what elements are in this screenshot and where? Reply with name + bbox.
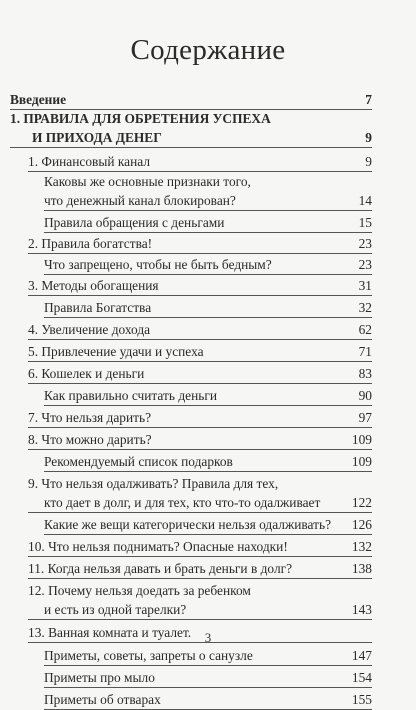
toc-entry-title: Что запрещено, чтобы не быть бедным? xyxy=(44,257,272,272)
toc-entry-underline xyxy=(28,512,372,513)
toc-entry-underline xyxy=(28,295,372,296)
toc-entry-underline xyxy=(28,339,372,340)
toc-entry-page: 14 xyxy=(358,193,372,208)
toc-entry-page: 71 xyxy=(358,344,372,359)
page-title: Содержание xyxy=(130,34,286,66)
toc-entry-underline xyxy=(28,253,372,254)
toc-entry-title: 2. Правила богатства! xyxy=(28,236,153,251)
toc-entry-title: Рекомендуемый список подарков xyxy=(44,454,233,469)
toc-entry-underline xyxy=(44,405,372,406)
toc-entry-title: 10. Что нельзя поднимать? Опасные находки! xyxy=(28,539,288,554)
toc-entry-page: 9 xyxy=(365,130,372,145)
toc-entry-page: 90 xyxy=(358,388,372,403)
toc-entry-title: Приметы об отварах xyxy=(44,692,161,707)
toc-entry-page: 31 xyxy=(358,278,372,293)
toc-entry-page: 83 xyxy=(358,366,372,381)
toc-entry-page: 147 xyxy=(351,648,372,663)
toc-entry-page: 7 xyxy=(365,92,372,107)
toc-entry-page: 126 xyxy=(351,517,372,532)
toc-entry-title: 8. Что можно дарить? xyxy=(28,432,152,447)
toc-entry-title: Приметы, советы, запреты о санузле xyxy=(44,648,253,663)
toc-entry-page: 132 xyxy=(351,539,372,554)
toc-entry-title: Какие же вещи категорически нельзя одалживать? xyxy=(44,517,332,532)
toc-entry-title: 3. Методы обогащения xyxy=(28,278,159,293)
toc-entry-page: 138 xyxy=(351,561,372,576)
toc-entry-title: 7. Что нельзя дарить? xyxy=(28,410,152,425)
toc-entry-title: 6. Кошелек и деньги xyxy=(28,366,145,381)
toc-entry-underline xyxy=(28,361,372,362)
toc-entry-page: 62 xyxy=(358,322,372,337)
toc-entry-title: 11. Когда нельзя давать и брать деньги в долг? xyxy=(28,561,293,576)
toc-entry-title: Каковы же основные признаки того, xyxy=(44,174,251,189)
toc-entry-title: 5. Привлечение удачи и успеха xyxy=(28,344,204,359)
toc-entry-underline xyxy=(44,471,372,472)
toc-entry-underline xyxy=(44,210,372,211)
toc-entry-title: 9. Что нельзя одалживать? Правила для тех, xyxy=(28,476,279,491)
toc-entry-page: 109 xyxy=(351,454,372,469)
toc-entry-title-continued: и есть из одной тарелки? xyxy=(44,602,187,617)
toc-entry-underline xyxy=(44,534,372,535)
toc-entry-underline xyxy=(10,147,372,148)
toc-entry-title-continued: кто дает в долг, и для тех, кто что-то одалживает xyxy=(44,495,321,510)
toc-entry-title: 4. Увеличение дохода xyxy=(28,322,151,337)
toc-entry-page: 143 xyxy=(351,602,372,617)
page-number: 3 xyxy=(204,630,212,645)
toc-entry-title: 1. Финансовый канал xyxy=(28,154,151,169)
toc-entry-title: 1. ПРАВИЛА ДЛЯ ОБРЕТЕНИЯ УСПЕХА xyxy=(10,111,271,126)
toc-entry-underline xyxy=(28,619,372,620)
toc-entry-underline xyxy=(28,556,372,557)
toc-entry-underline xyxy=(44,317,372,318)
toc-entry-underline xyxy=(44,665,372,666)
toc-entry-title: Как правильно считать деньги xyxy=(44,388,218,403)
toc-entry-page: 154 xyxy=(351,670,372,685)
toc-entry-page: 109 xyxy=(351,432,372,447)
toc-entry-underline xyxy=(28,578,372,579)
toc-entry-page: 97 xyxy=(358,410,372,425)
toc-entry-page: 15 xyxy=(358,215,372,230)
toc-entry-title: Правила Богатства xyxy=(44,300,152,315)
toc-entry-title-continued: что денежный канал блокирован? xyxy=(44,193,236,208)
toc-entry-underline xyxy=(28,427,372,428)
toc-entry-title: 12. Почему нельзя доедать за ребенком xyxy=(28,583,251,598)
toc-entry-title-continued: И ПРИХОДА ДЕНЕГ xyxy=(32,130,162,145)
toc-entry-underline xyxy=(44,274,372,275)
toc-entry-page: 9 xyxy=(365,154,372,169)
toc-entry-page: 23 xyxy=(358,236,372,251)
toc-entry-title: Правила обращения с деньгами xyxy=(44,215,225,230)
toc-entry-underline xyxy=(28,449,372,450)
toc-entry-title: Введение xyxy=(10,92,67,107)
toc-entry-title: Приметы про мыло xyxy=(44,670,155,685)
toc-entry-underline xyxy=(28,383,372,384)
toc-entry-page: 122 xyxy=(351,495,372,510)
toc-entry-page: 155 xyxy=(351,692,372,707)
toc-entry-page: 32 xyxy=(358,300,372,315)
toc-entry-underline xyxy=(44,687,372,688)
toc-entry-title: 13. Ванная комната и туалет. xyxy=(28,625,192,640)
toc-entry-page: 23 xyxy=(358,257,372,272)
toc-entry-underline xyxy=(44,232,372,233)
